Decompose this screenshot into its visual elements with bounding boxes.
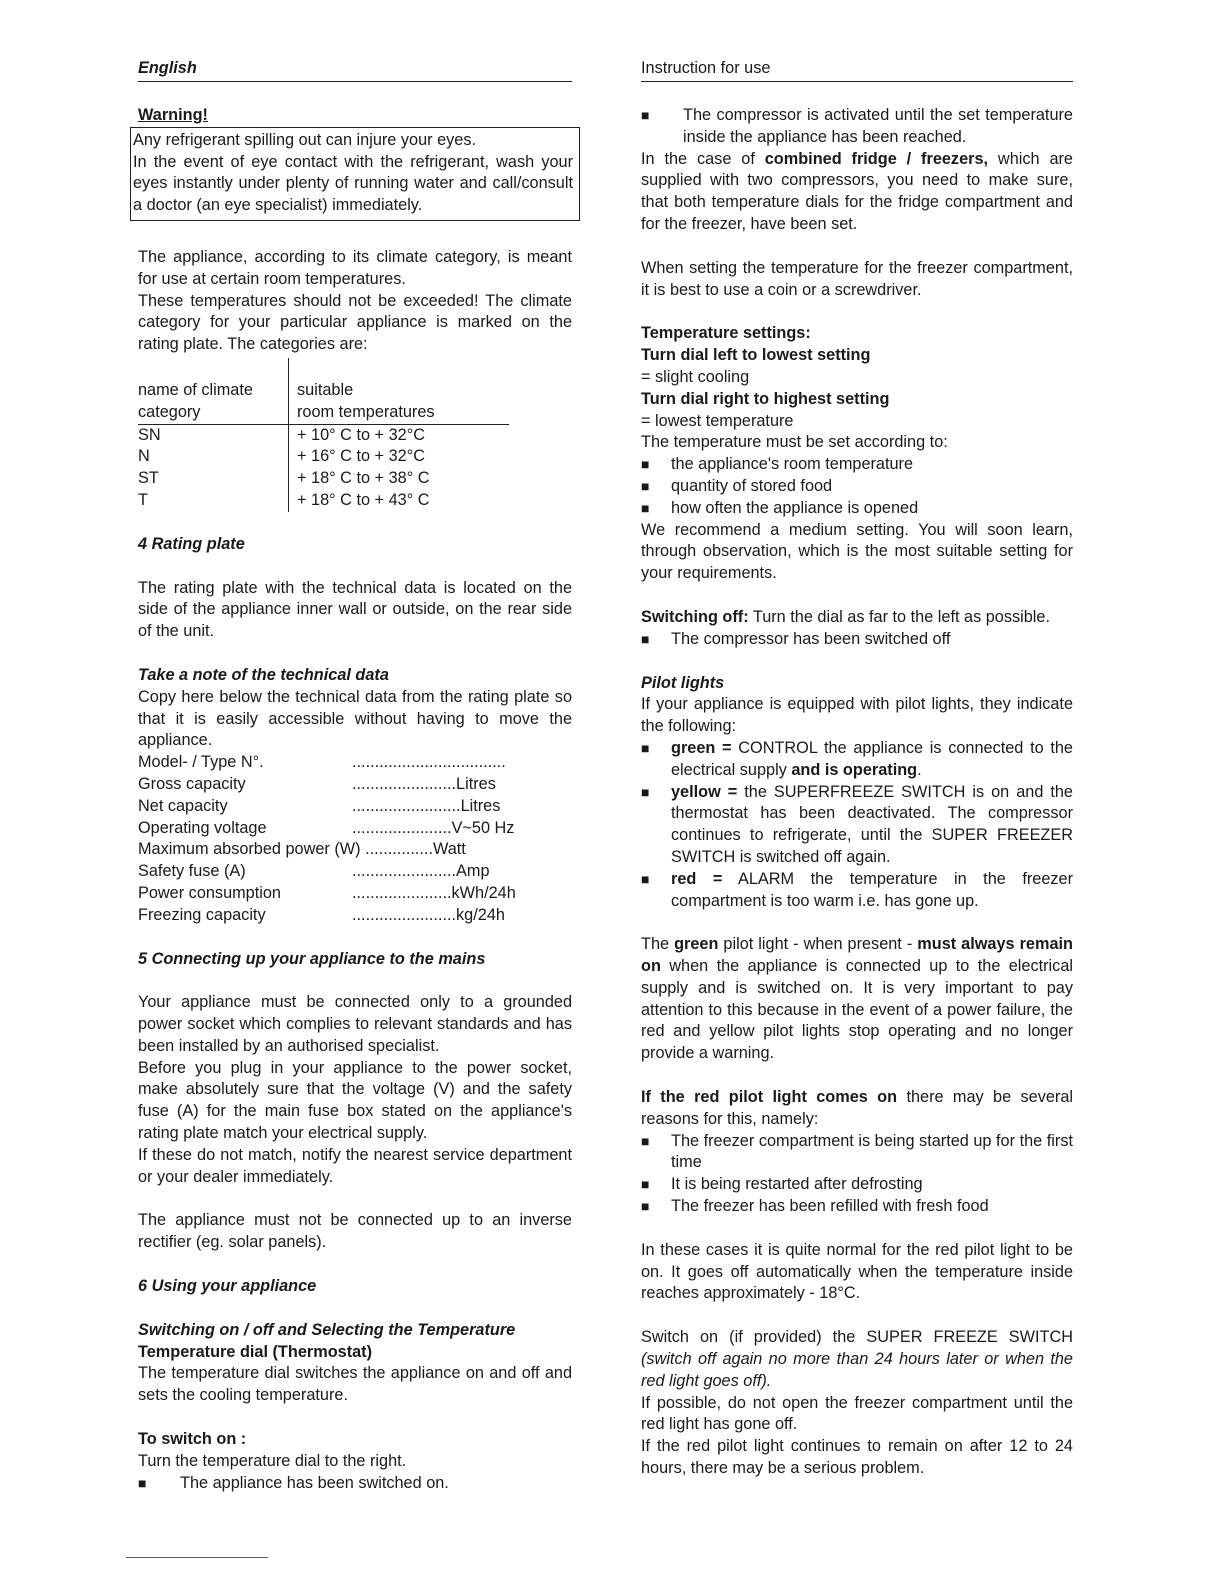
table-row: SN + 10° C to + 32°C — [138, 424, 509, 446]
bullet-item: ■ red = ALARM the temperature in the freezer compartment is too warm i.e. has gone up. — [641, 869, 1073, 913]
normal-text: In these cases it is quite normal for the red pilot light to be on. It goes off automatically when the temperature inside reaches approximately - 18°C. — [641, 1240, 1073, 1303]
section-header: Instruction for use — [641, 58, 1073, 82]
combined-text: In the case of combined fridge / freezers, which are supplied with two compressors, you need to make sure, that both temperature dials for the fridge compartment and for the freezer, have been set. — [641, 149, 1073, 233]
switching-off-text: Switching off: Turn the dial as far to the left as possible. — [641, 607, 1050, 626]
square-bullet-icon: ■ — [641, 783, 650, 800]
square-bullet-icon: ■ — [641, 630, 650, 647]
bullet-item: ■ The freezer compartment is being started up for the first time — [641, 1131, 1073, 1175]
using-heading: 6 Using your appliance — [138, 1277, 317, 1296]
connect-text: The appliance must not be connected up to an inverse rectifier (eg. solar panels). — [138, 1211, 572, 1252]
rating-heading: 4 Rating plate — [138, 534, 245, 553]
bullet-item: ■ green = CONTROL the appliance is connected to the electrical supply and is operating. — [641, 738, 1073, 782]
recommend-text: We recommend a medium setting. You will soon learn, through observation, which is the most suitable setting for your requirements. — [641, 520, 1073, 583]
footer-rule — [126, 1557, 268, 1558]
tech-row: Maximum absorbed power (W) ...............Watt — [138, 840, 466, 859]
bullet-item: ■ The compressor is activated until the set temperature inside the appliance has been reached. — [641, 105, 1073, 149]
bullet-item: ■ the appliance's room temperature — [641, 454, 1073, 476]
bullet-item: ■ The compressor has been switched off — [641, 629, 1073, 651]
square-bullet-icon: ■ — [641, 107, 650, 123]
warning-line: In the event of eye contact with the refrigerant, wash your eyes instantly under plenty of running water and call/consult a doctor (an eye specialist) immediately. — [133, 152, 573, 215]
table-row: N + 16° C to + 32°C — [138, 446, 509, 468]
tech-data-list — [138, 752, 572, 926]
table-head-name: category — [138, 402, 201, 421]
pilot-intro: If your appliance is equipped with pilot lights, they indicate the following: — [641, 695, 1073, 736]
tech-row: Net capacity ........................Litres — [138, 796, 501, 815]
climate-intro: The appliance, according to its climate category, is meant for use at certain room temperatures. — [138, 247, 572, 288]
left-setting-text: = slight cooling — [641, 367, 750, 386]
table-row: ST + 18° C to + 38° C — [138, 468, 509, 490]
bullet-item: ■ The freezer has been refilled with fresh food — [641, 1196, 1073, 1218]
table-head-range: room temperatures — [289, 402, 510, 424]
warning-line: Any refrigerant spilling out can injure your eyes. — [133, 130, 476, 149]
table-head-name: name of climate — [138, 380, 253, 399]
dial-heading: Temperature dial (Thermostat) — [138, 1342, 373, 1361]
red-pilot-text: If the red pilot light comes on there may be several reasons for this, namely: — [641, 1088, 1073, 1128]
super-freeze-text: Switch on (if provided) the SUPER FREEZE SWITCH (switch off again no more than 24 hours later or when the red light goes off). — [641, 1328, 1073, 1390]
bullet-item: ■ yellow = the SUPERFREEZE SWITCH is on and the thermostat has been deactivated. The compressor continues to refrigerate, until the SUPER FREEZER SWITCH is switched off again. — [641, 782, 1073, 869]
tech-row: Model- / Type N°. .................................. — [138, 753, 506, 772]
square-bullet-icon: ■ — [641, 1176, 650, 1193]
serious-text: If the red pilot light continues to remain on after 12 to 24 hours, there may be a serious problem. — [641, 1437, 1073, 1478]
connect-text: Before you plug in your appliance to the power socket, make absolutely sure that the voltage (V) and the safety fuse (A) for the main fuse box stated on the appliance's rating plate match your electrical supply. — [138, 1058, 572, 1143]
warning-box — [130, 127, 580, 221]
warning-title: Warning! — [138, 106, 208, 124]
according-text: The temperature must be set according to: — [641, 433, 948, 452]
tech-row: Freezing capacity .......................kg/24h — [138, 905, 505, 924]
pilot-heading: Pilot lights — [641, 673, 725, 692]
square-bullet-icon: ■ — [641, 499, 650, 516]
tech-row: Power consumption ......................kWh/24h — [138, 883, 516, 902]
climate-table — [138, 358, 509, 512]
connect-heading: 5 Connecting up your appliance to the mains — [138, 949, 486, 968]
note-heading: Take a note of the technical data — [138, 665, 389, 684]
language-header: English — [138, 58, 572, 82]
settings-heading: Temperature settings: — [641, 324, 811, 343]
connect-text: If these do not match, notify the nearest service department or your dealer immediately. — [138, 1145, 572, 1186]
left-setting-heading: Turn dial left to lowest setting — [641, 346, 871, 365]
right-column — [641, 58, 1073, 1480]
tech-row: Gross capacity .......................Litres — [138, 774, 496, 793]
switch-on-text: Turn the temperature dial to the right. — [138, 1451, 407, 1470]
square-bullet-icon: ■ — [641, 739, 650, 756]
square-bullet-icon: ■ — [641, 456, 650, 473]
bullet-item: ■ quantity of stored food — [641, 476, 1073, 498]
bullet-item: ■ It is being restarted after defrosting — [641, 1174, 1073, 1196]
right-setting-text: = lowest temperature — [641, 411, 794, 430]
square-bullet-icon: ■ — [641, 477, 650, 494]
note-text: Copy here below the technical data from the rating plate so that it is easily accessible without having to move the appliance. — [138, 687, 572, 750]
switching-heading: Switching on / off and Selecting the Temperature — [138, 1320, 516, 1339]
connect-text: Your appliance must be connected only to a grounded power socket which complies to relevant standards and has been installed by an authorised specialist. — [138, 993, 572, 1055]
bullet-item: ■ how often the appliance is opened — [641, 498, 1073, 520]
right-setting-heading: Turn dial right to highest setting — [641, 389, 890, 408]
dial-text: The temperature dial switches the appliance on and off and sets the cooling temperature. — [138, 1364, 572, 1405]
square-bullet-icon: ■ — [138, 1474, 147, 1491]
switch-on-heading: To switch on : — [138, 1430, 247, 1449]
table-head-range: suitable — [289, 358, 510, 402]
tech-row: Safety fuse (A) .......................Amp — [138, 862, 490, 881]
green-pilot-text: The green pilot light - when present - must always remain on when the appliance is connected up to the electrical supply and is switched on. It is very important to pay attention to this because in the event of a power failure, the red and yellow pilot lights stop operating and no longer provide a warning. — [641, 935, 1073, 1063]
coin-text: When setting the temperature for the freezer compartment, it is best to use a coin or a screwdriver. — [641, 258, 1073, 299]
tech-row: Operating voltage ......................V~50 Hz — [138, 818, 515, 837]
climate-intro: These temperatures should not be exceeded! The climate category for your particular appliance is marked on the rating plate. The categories are: — [138, 291, 572, 354]
square-bullet-icon: ■ — [641, 870, 650, 887]
possible-text: If possible, do not open the freezer compartment until the red light has gone off. — [641, 1393, 1073, 1434]
square-bullet-icon: ■ — [641, 1132, 650, 1149]
table-row: T + 18° C to + 43° C — [138, 490, 509, 512]
square-bullet-icon: ■ — [641, 1198, 650, 1215]
bullet-item: ■ The appliance has been switched on. — [138, 1473, 572, 1495]
rating-text: The rating plate with the technical data is located on the side of the appliance inner wall or outside, on the rear side of the unit. — [138, 578, 572, 641]
left-column — [133, 58, 573, 1494]
